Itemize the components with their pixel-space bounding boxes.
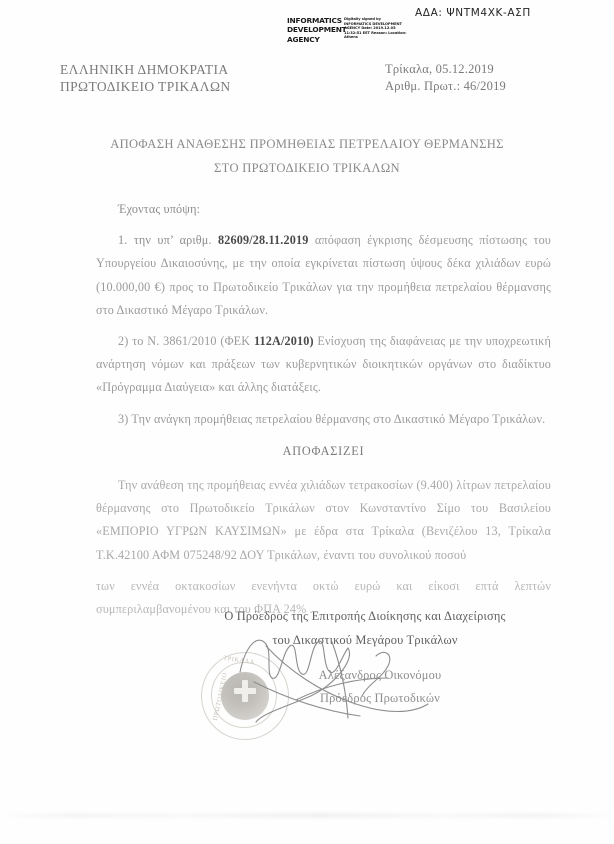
decides-heading: ΑΠΟΦΑΣΙΖΕΙ xyxy=(282,443,365,458)
letterhead-republic: ΕΛΛΗΝΙΚΗ ΔΗΜΟΚΡΑΤΙΑ xyxy=(60,62,229,77)
item2-text: Ενίσχυση της διαφάνειας με την υποχρεωτική ανάρτηση νόμων και πράξεων των κυβερνητικών διοικητικών οργάνων στο διαδίκτυο «Πρόγραμμα Διαύγεια» και άλλης διατάξεις. xyxy=(96,334,551,395)
letterhead-protocol-number: Αριθμ. Πρωτ.: 46/2019 xyxy=(385,79,506,93)
item1-reference-number: 82609/28.11.2019 xyxy=(218,233,309,248)
item2-prefix: 2) το Ν. 3861/2010 (ΦΕΚ xyxy=(118,334,254,349)
signer-title: Πρόεδρος Πρωτοδικών xyxy=(319,691,441,705)
seal-text-left: ΠΡΩΤΟΔΙΚΕΙΟ xyxy=(211,671,229,722)
letterhead-right xyxy=(385,61,506,95)
signature-agency-name: INFORMATICS DEVELOPMENT AGENCY xyxy=(287,16,347,44)
preamble-text: Έχοντας υπόψη: xyxy=(118,202,201,216)
page-title xyxy=(57,132,557,180)
letterhead-date: Τρίκαλα, 05.12.2019 xyxy=(385,62,494,76)
signature-role-line1: Ο Πρόεδρος της Επιτροπής Διοίκησης και Διαχείρισης xyxy=(224,609,506,623)
letterhead-left xyxy=(60,61,231,95)
considerand-item-3: 3) Την ανάγκη προμήθειας πετρελαίου θέρμανσης στο Δικαστικό Μέγαρο Τρικάλων. xyxy=(118,411,546,426)
scan-edge-shadow xyxy=(0,813,614,818)
considerand-item-1 xyxy=(96,229,551,322)
signature-role-block xyxy=(165,604,565,652)
document-body xyxy=(96,198,551,629)
seal-text-top: ΤΡΙΚΑΛΑ xyxy=(222,654,256,667)
ada-code: ΑΔΑ: ΨΝΤΜ4ΧΚ-ΑΣΠ xyxy=(415,7,531,19)
signer-name: Αλέξανδρος Οικονόμου xyxy=(318,668,442,682)
page-title-line1: ΑΠΟΦΑΣΗ ΑΝΑΘΕΣΗΣ ΠΡΟΜΗΘΕΙΑΣ ΠΕΤΡΕΛΑΙΟΥ ΘΕΡΜΑΝΣΗΣ xyxy=(110,137,504,151)
decision-paragraph-1: Την ανάθεση της προμήθειας εννέα χιλιάδων τετρακοσίων (9.400) λίτρων πετρελαίου θέρμανσης στο Πρωτοδικείο Τρικάλων στον Κωνσταντίνο Σίμο του Βασιλείου «ΕΜΠΟΡΙΟ ΥΓΡΩΝ ΚΑΥΣΙΜΩΝ» με έδρα στα Τρίκαλα (Βενιζέλου 13, Τρίκαλα Τ.Κ.42100 ΑΦΜ 075248/92 ΔΟΥ Τρικάλων, έναντι του συνολικού ποσού xyxy=(96,478,551,562)
item2-reference-number: 112Α/2010) xyxy=(253,334,314,349)
signature-role-line2: του Δικαστικού Μεγάρου Τρικάλων xyxy=(272,633,458,647)
signature-details-text: Digitally signed by INFORMATICS DEVELOPMENT AGENCY Date: 2019.12.05 11:32:51 EET Reason: Location: Athens xyxy=(344,17,407,40)
item1-prefix: 1. την υπ’ αριθμ. xyxy=(118,233,219,248)
signature-name-block xyxy=(215,664,545,710)
decision-paragraph-2: των εννέα οκτακοσίων ενενήντα οκτώ ευρώ και είκοσι επτά λεπτών συμπεριλαμβανομένου και του ΦΠΑ 24% . xyxy=(96,578,551,617)
letterhead-court: ΠΡΩΤΟΔΙΚΕΙΟ ΤΡΙΚΑΛΩΝ xyxy=(60,79,231,94)
considerand-item-2 xyxy=(96,330,551,400)
item1-text: απόφαση έγκρισης δέσμευσης πίστωσης του Υπουργείου Δικαιοσύνης, με την οποία εγκρίνεται πίστωση ύψους δέκα χιλιάδων ευρώ (10.000,00 €) προς το Πρωτοδικείο Τρικάλων για την προμήθεια πετρελαίου θέρμανσης στο Δικαστικό Μέγαρο Τρικάλων. xyxy=(96,233,551,317)
digital-signature-stamp xyxy=(287,16,409,56)
page-title-line2: ΣΤΟ ΠΡΩΤΟΔΙΚΕΙΟ ΤΡΙΚΑΛΩΝ xyxy=(214,161,400,175)
